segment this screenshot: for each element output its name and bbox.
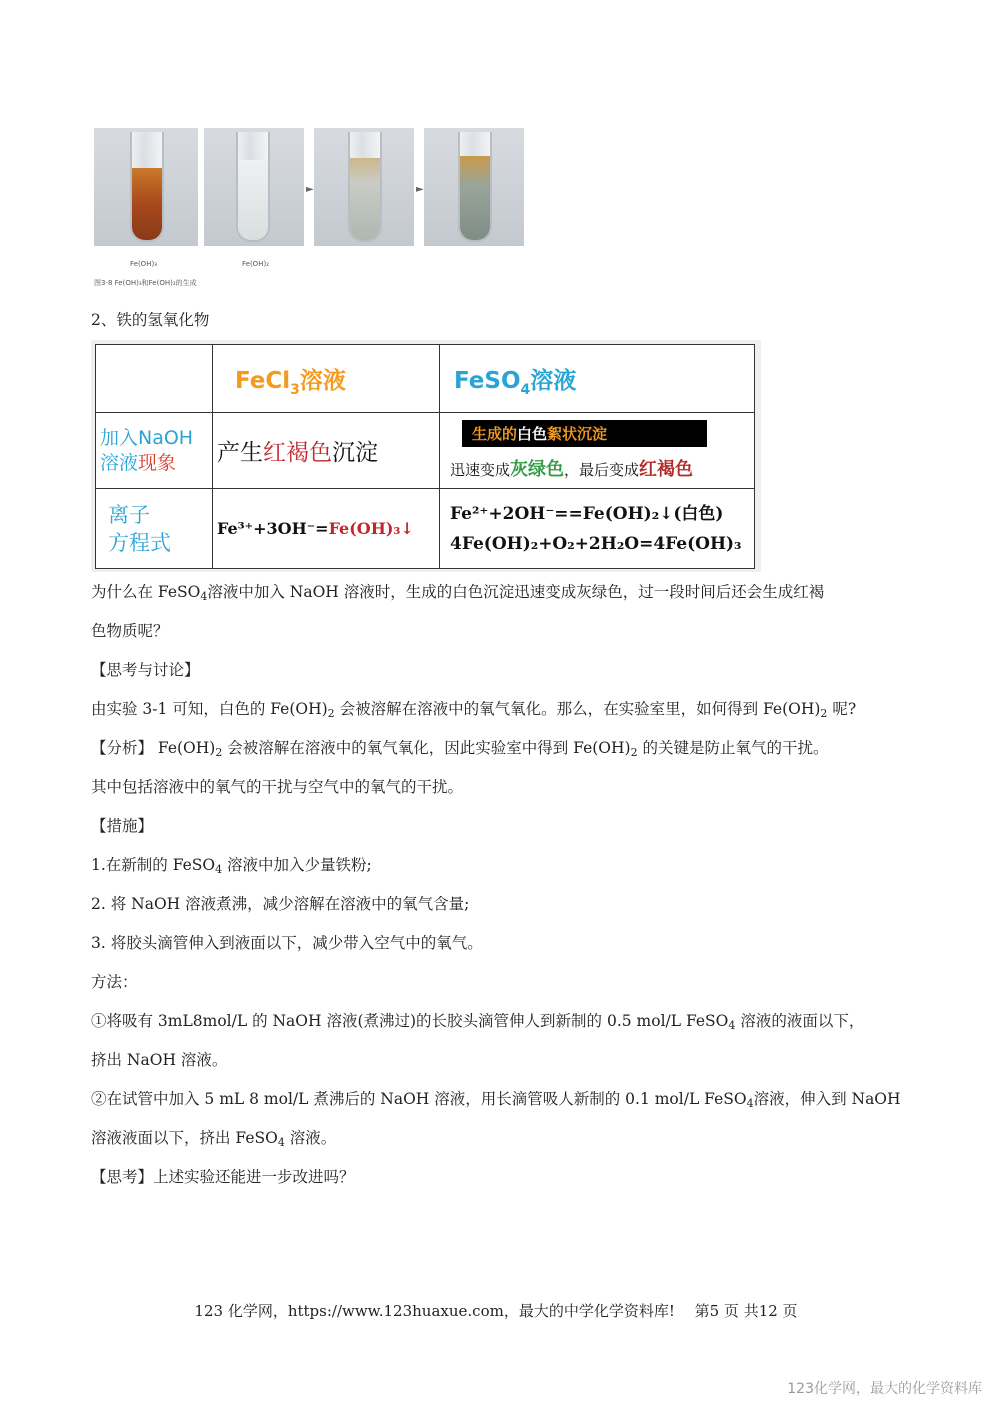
iron-hydroxide-table	[91, 340, 761, 572]
highlight-bar: 生成的白色絮状沉淀	[462, 420, 707, 447]
method-1-line-2: 挤出 NaOH 溶液。	[91, 1051, 228, 1069]
table-header-feso4: FeSO$_4$溶液	[440, 345, 755, 413]
method-1-line-1: ①将吸有 3mL8mol/L 的 NaOH 溶液(煮沸过)的长胶头滴管伸人到新制的 0.5 mol/L FeSO$_4$ 溶液的液面以下，	[91, 1012, 865, 1032]
feso4-phenomenon: 生成的白色絮状沉淀 迅速变成灰绿色，最后变成红褐色	[440, 413, 755, 489]
feso4-ionic-equations: Fe²⁺+2OH⁻==Fe(OH)₂↓(白色) 4Fe(OH)₂+O₂+2H₂O=4Fe(OH)₃	[440, 489, 755, 569]
fecl3-phenomenon: 产生红褐色沉淀	[213, 413, 440, 489]
paragraph-experiment: 由实验 3-1 可知，白色的 $Fe(OH)_2$ 会被溶解在溶液中的氧气氧化。那么，在实验室里，如何得到 $Fe(OH)_2$ 呢?	[91, 700, 857, 720]
test-tube	[236, 132, 270, 242]
figure-label: Fe(OH)₃	[130, 260, 157, 268]
paragraph-analysis: 【分析】 $Fe(OH)_2$ 会被溶解在溶液中的氧气氧化，因此实验室中得到 $Fe(OH)_2$ 的关键是防止氧气的干扰。	[91, 739, 829, 759]
row-label-ionic-equation: 离子 方程式	[96, 489, 213, 569]
test-tube-figure	[94, 128, 524, 288]
method-2-line-1: ②在试管中加入 5 mL 8 mol/L 煮沸后的 NaOH 溶液，用长滴管吸人新制的 0.1 mol/L FeSO$_4$溶液，伸入到 NaOH	[91, 1090, 901, 1110]
photo-fe-oh-2-step3	[424, 128, 524, 246]
method-2-line-2: 溶液液面以下，挤出 FeSO$_4$ 溶液。	[91, 1129, 337, 1149]
test-tube	[348, 132, 382, 242]
table-corner-cell	[96, 345, 213, 413]
paragraph-analysis-cont: 其中包括溶液中的氧气的干扰与空气中的氧气的干扰。	[91, 778, 464, 796]
watermark: 123化学网，最大的化学资料库	[787, 1381, 982, 1397]
row-label-phenomenon: 加入NaOH 溶液现象	[96, 413, 213, 489]
photo-fe-oh-2-step1	[204, 128, 304, 246]
question-line-1: 为什么在 FeSO$_4$溶液中加入 NaOH 溶液时，生成的白色沉淀迅速变成灰绿色，过一段时间后还会生成红褐	[91, 583, 825, 603]
page-footer: 123 化学网，https://www.123huaxue.com，最大的中学化学资料库! 第5 页 共12 页	[194, 1302, 798, 1320]
measure-item-1: 1.在新制的 FeSO$_4$ 溶液中加入少量铁粉;	[91, 856, 372, 876]
heading-think: 【思考】上述实验还能进一步改进吗？	[91, 1168, 355, 1186]
figure-caption: 图3-8 Fe(OH)₃和Fe(OH)₂的生成	[94, 279, 197, 287]
photo-fe-oh-3	[94, 128, 198, 246]
question-line-2: 色物质呢？	[91, 622, 169, 640]
heading-method: 方法：	[91, 973, 138, 991]
figure-label: Fe(OH)₂	[242, 260, 269, 268]
arrow-icon: ►	[306, 184, 314, 195]
test-tube	[130, 132, 164, 242]
test-tube	[458, 132, 492, 242]
heading-measures: 【措施】	[91, 817, 154, 835]
photo-fe-oh-2-step2	[314, 128, 414, 246]
arrow-icon: ►	[416, 184, 424, 195]
fecl3-ionic-equation: Fe³⁺+3OH⁻=Fe(OH)₃↓	[213, 489, 440, 569]
measure-item-3: 3. 将胶头滴管伸入到液面以下，减少带入空气中的氧气。	[91, 934, 483, 952]
table-header-fecl3: FeCl$_3$溶液	[213, 345, 440, 413]
section-title: 2、铁的氢氧化物	[91, 311, 210, 329]
heading-think-discuss: 【思考与讨论】	[91, 661, 200, 679]
measure-item-2: 2. 将 NaOH 溶液煮沸，减少溶解在溶液中的氧气含量;	[91, 895, 470, 913]
